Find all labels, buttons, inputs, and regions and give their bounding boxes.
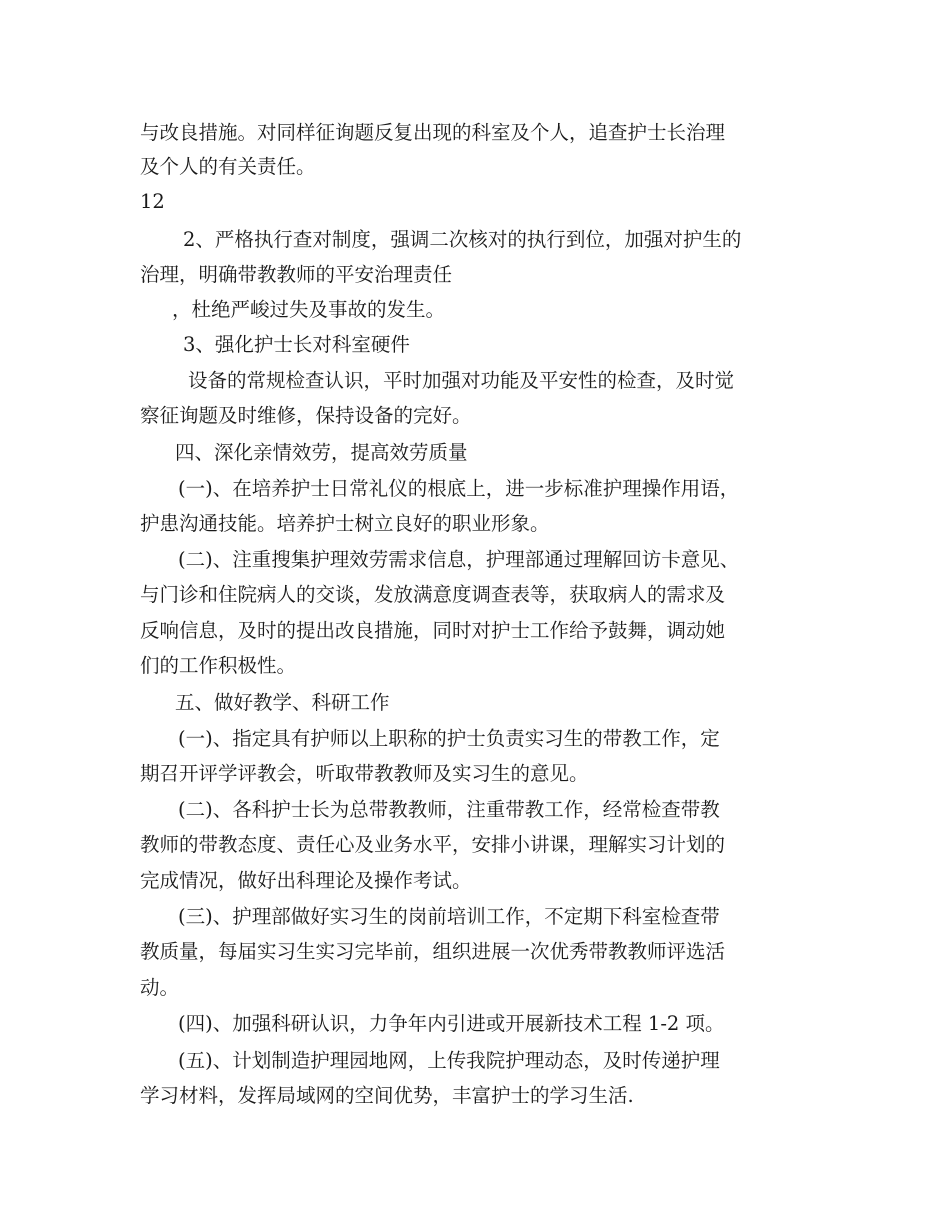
- text-line: 与门诊和住院病人的交谈，发放满意度调查表等，获取病人的需求及: [140, 583, 726, 606]
- text-line: (一)、指定具有护师以上职称的护士负责实习生的带教工作，定: [178, 727, 720, 750]
- page-number: 12: [140, 190, 165, 213]
- text-line: 动。: [140, 976, 180, 999]
- text-line: 3、强化护士长对科室硬件: [183, 333, 410, 356]
- text-line: 期召开评学评教会，听取带教教师及实习生的意见。: [140, 762, 589, 785]
- text-line: (三)、护理部做好实习生的岗前培训工作，不定期下科室检查带: [178, 905, 720, 928]
- text-line: 与改良措施。对同样征询题反复出现的科室及个人，追查护士长治理: [140, 121, 726, 144]
- text-line: (二)、注重搜集护理效劳需求信息，护理部通过理解回访卡意见、: [178, 548, 740, 571]
- text-line: 学习材料，发挥局域网的空间优势，丰富护士的学习生活.: [140, 1084, 634, 1107]
- text-line: (二)、各科护士长为总带教教师，注重带教工作，经常检查带教: [178, 798, 720, 821]
- text-line: 治理，明确带教教师的平安治理责任: [140, 263, 453, 286]
- text-line: ，杜绝严峻过失及事故的发生。: [172, 298, 446, 321]
- text-line: (四)、加强科研认识，力争年内引进或开展新技术工程 1-2 项。: [178, 1012, 725, 1035]
- text-line: 教质量，每届实习生实习完毕前，组织进展一次优秀带教教师评选活: [140, 940, 726, 963]
- text-line: 教师的带教态度、责任心及业务水平，安排小讲课，理解实习计划的: [140, 833, 726, 856]
- text-line: 2、严格执行查对制度，强调二次核对的执行到位，加强对护生的: [183, 228, 742, 251]
- text-line: 及个人的有关责任。: [140, 155, 316, 178]
- text-line: 反响信息，及时的提出改良措施，同时对护士工作给予鼓舞，调动她: [140, 619, 726, 642]
- text-line: 完成情况，做好出科理论及操作考试。: [140, 869, 472, 892]
- text-line: 们的工作积极性。: [140, 654, 297, 677]
- text-line: 设备的常规检查认识，平时加强对功能及平安性的检查，及时觉: [188, 369, 735, 392]
- section-heading: 五、做好教学、科研工作: [175, 691, 390, 714]
- text-line: 察征询题及时维修，保持设备的完好。: [140, 404, 472, 427]
- section-heading: 四、深化亲情效劳，提高效劳质量: [175, 441, 468, 464]
- text-line: 护患沟通技能。培养护士树立良好的职业形象。: [140, 512, 550, 535]
- text-line: (一)、在培养护士日常礼仪的根底上，进一步标准护理操作用语，: [178, 477, 740, 500]
- text-line: (五)、计划制造护理园地网，上传我院护理动态，及时传递护理: [178, 1049, 720, 1072]
